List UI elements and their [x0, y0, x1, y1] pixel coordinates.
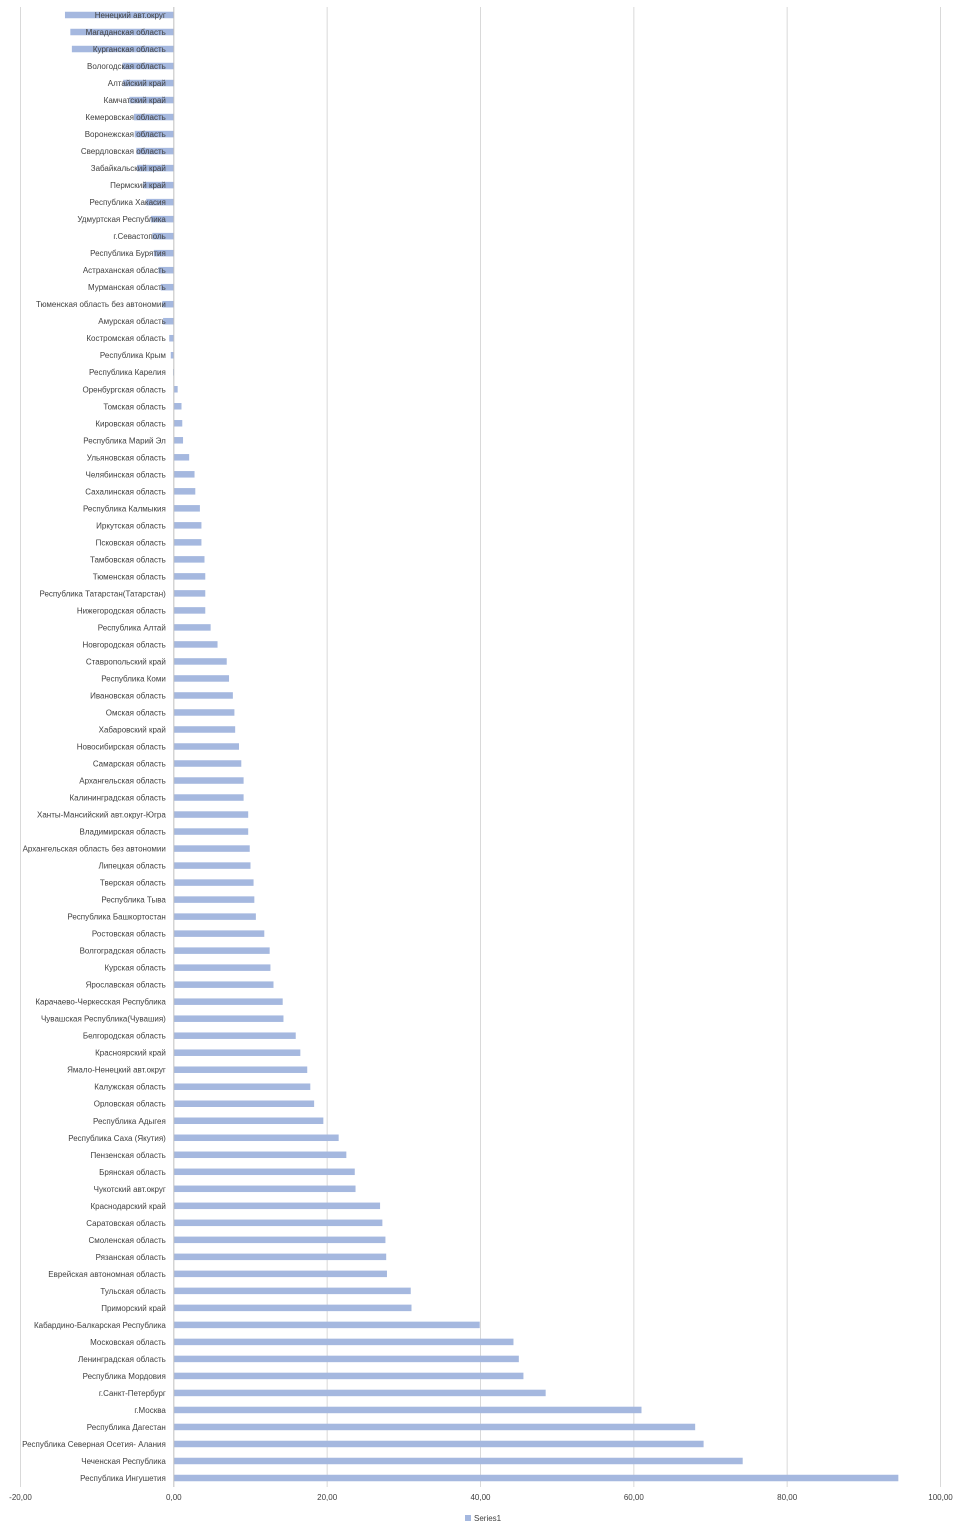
bar — [174, 1135, 339, 1142]
bar — [174, 981, 274, 988]
category-label: г.Севастополь — [113, 232, 166, 242]
category-label: Тверская область — [99, 878, 166, 888]
bar — [174, 811, 248, 818]
bar — [174, 1169, 355, 1176]
category-label: Республика Бурятия — [90, 249, 166, 259]
category-label: Республика Ингушетия — [80, 1474, 166, 1483]
bar — [174, 726, 235, 733]
category-label: Омская область — [105, 708, 166, 718]
bar — [174, 913, 256, 920]
category-label: Тамбовская область — [89, 555, 166, 565]
x-tick-label: 40,00 — [470, 1493, 491, 1502]
bar — [174, 760, 241, 767]
x-tick-label: 100,00 — [928, 1493, 953, 1502]
category-label: Забайкальский край — [90, 164, 166, 174]
category-label: Курганская область — [92, 45, 166, 55]
category-labels — [22, 11, 166, 1483]
category-label: Республика Калмыкия — [82, 504, 166, 514]
bar — [174, 1032, 296, 1039]
bar — [174, 879, 254, 886]
bar — [174, 692, 233, 699]
category-label: Республика Башкортостан — [67, 912, 166, 922]
category-label: Ямало-Ненецкий авт.округ — [67, 1065, 166, 1075]
category-label: Ивановская область — [90, 691, 166, 701]
bar — [174, 1015, 284, 1022]
category-label: г.Санкт-Петербург — [98, 1388, 166, 1398]
x-tick-labels — [9, 1493, 953, 1502]
bar — [174, 522, 202, 529]
bar — [174, 964, 271, 971]
category-label: Чеченская Республика — [81, 1456, 166, 1466]
category-label: Воронежская область — [84, 130, 166, 140]
bar — [174, 488, 195, 495]
bar — [174, 1441, 704, 1448]
bar — [174, 641, 218, 648]
category-label: Республика Коми — [101, 674, 166, 684]
bar — [174, 862, 251, 869]
category-label: Пензенская область — [90, 1150, 166, 1160]
category-label: Тюменская область без автономии — [35, 300, 166, 310]
legend-label: Series1 — [474, 1514, 502, 1523]
category-label: Тульская область — [100, 1286, 166, 1296]
bar — [174, 556, 205, 563]
bar — [174, 1203, 380, 1210]
category-label: Еврейская автономная область — [48, 1269, 166, 1279]
bar — [174, 1220, 383, 1227]
bar — [174, 454, 189, 461]
category-label: Ханты-Мансийский авт.округ-Югра — [37, 810, 166, 820]
category-label: Красноярский край — [95, 1048, 166, 1058]
category-label: Ярославская область — [85, 980, 166, 990]
category-label: Приморский край — [101, 1303, 166, 1313]
category-label: Московская область — [90, 1337, 166, 1347]
category-label: Нижегородская область — [76, 606, 166, 616]
category-label: Ставропольский край — [85, 657, 166, 667]
bar — [174, 1373, 524, 1380]
category-label: Республика Мордовия — [82, 1371, 166, 1381]
legend — [465, 1514, 502, 1523]
bar — [174, 1288, 411, 1295]
bar — [174, 1237, 386, 1244]
category-label: Республика Хакасия — [89, 198, 166, 208]
category-label: Оренбургская область — [82, 385, 166, 395]
category-label: Чукотский авт.округ — [93, 1184, 166, 1194]
category-label: Кабардино-Балкарская Республика — [33, 1320, 166, 1330]
category-label: Псковская область — [95, 538, 166, 548]
bar — [174, 1254, 386, 1261]
bar — [174, 845, 250, 852]
legend-swatch — [465, 1515, 471, 1521]
category-label: Астраханская область — [82, 266, 166, 276]
category-label: Краснодарский край — [90, 1201, 166, 1211]
category-label: Ленинградская область — [78, 1354, 166, 1364]
category-label: Ульяновская область — [86, 453, 166, 463]
bar — [174, 1271, 387, 1278]
bar — [174, 947, 270, 954]
bar — [174, 471, 195, 478]
bar — [174, 1118, 323, 1125]
category-label: Самарская область — [92, 759, 166, 769]
category-label: Магаданская область — [85, 28, 166, 38]
bar — [174, 1322, 480, 1329]
bar — [174, 675, 229, 682]
category-label: Рязанская область — [95, 1252, 166, 1262]
bar — [169, 335, 174, 342]
bar — [174, 743, 239, 750]
category-label: Пермский край — [110, 181, 166, 191]
bar — [174, 1152, 346, 1159]
category-label: Костромская область — [86, 334, 166, 344]
bar — [174, 590, 205, 597]
bar — [174, 420, 182, 427]
category-label: Республика Крым — [99, 351, 166, 361]
category-label: Калужская область — [94, 1082, 166, 1092]
category-label: Вологодская область — [87, 62, 166, 72]
bar — [174, 403, 182, 410]
category-label: Тюменская область — [92, 572, 166, 582]
bar — [174, 1475, 899, 1482]
category-label: Республика Алтай — [97, 623, 166, 633]
category-label: Республика Марий Эл — [83, 436, 166, 446]
category-label: Иркутская область — [96, 521, 166, 531]
category-label: Карачаево-Черкесская Республика — [35, 997, 166, 1007]
bar — [174, 573, 205, 580]
bar — [174, 1458, 743, 1465]
bar — [174, 437, 183, 444]
bar — [174, 624, 211, 631]
bar — [174, 505, 200, 512]
category-label: Республика Татарстан(Татарстан) — [39, 589, 166, 599]
category-label: Хабаровский край — [98, 725, 166, 735]
category-label: Орловская область — [93, 1099, 166, 1109]
bar — [174, 539, 202, 546]
x-tick-label: 0,00 — [166, 1493, 182, 1502]
category-label: Новосибирская область — [76, 742, 166, 752]
category-label: Владимирская область — [79, 827, 166, 837]
category-label: Республика Карелия — [89, 368, 166, 378]
bar — [174, 1100, 314, 1107]
bar — [174, 658, 227, 665]
x-tick-label: 80,00 — [777, 1493, 798, 1502]
category-label: Томская область — [103, 402, 166, 412]
bar — [174, 1049, 300, 1056]
category-label: Новгородская область — [82, 640, 166, 650]
category-label: Кемеровская область — [85, 113, 166, 123]
x-tick-label: -20,00 — [9, 1493, 32, 1502]
category-label: Челябинская область — [85, 470, 166, 480]
category-label: Свердловская область — [80, 147, 166, 157]
category-label: Амурская область — [98, 317, 166, 327]
bar — [174, 1407, 642, 1414]
category-label: Чувашская Республика(Чувашия) — [40, 1014, 166, 1024]
x-tick-label: 20,00 — [317, 1493, 338, 1502]
bar — [174, 1424, 695, 1431]
bars — [65, 12, 898, 1482]
category-label: Алтайский край — [107, 79, 166, 89]
bar — [174, 777, 244, 784]
bar — [174, 998, 283, 1005]
bar — [174, 386, 178, 393]
category-label: Кировская область — [95, 419, 166, 429]
category-label: Калининградская область — [69, 793, 166, 803]
category-label: Курская область — [104, 963, 166, 973]
bar — [174, 1356, 519, 1363]
bar — [174, 1083, 310, 1090]
category-label: Саратовская область — [86, 1218, 166, 1228]
bar — [174, 794, 244, 801]
category-label: Республика Саха (Якутия) — [68, 1133, 166, 1143]
bar — [174, 930, 264, 937]
category-label: Камчатский край — [103, 96, 166, 106]
bar — [174, 828, 248, 835]
category-label: Республика Тыва — [101, 895, 166, 905]
category-label: Республика Дагестан — [86, 1422, 166, 1432]
category-label: Смоленская область — [88, 1235, 166, 1245]
bar — [174, 1186, 356, 1193]
bar — [174, 1066, 307, 1073]
bar — [174, 709, 235, 716]
bar — [174, 1305, 412, 1312]
category-label: Ростовская область — [91, 929, 166, 939]
category-label: Белгородская область — [82, 1031, 166, 1041]
bar — [174, 607, 205, 614]
category-label: Удмуртская Республика — [77, 215, 166, 225]
bar — [174, 1339, 514, 1346]
x-tick-label: 60,00 — [623, 1493, 644, 1502]
category-label: Архангельская область — [79, 776, 166, 786]
category-label: Республика Северная Осетия- Алания — [22, 1439, 166, 1449]
category-label: Республика Адыгея — [92, 1116, 166, 1126]
category-label: Архангельская область без автономии — [22, 844, 166, 854]
category-label: Ненецкий авт.округ — [94, 11, 166, 20]
category-label: Брянская область — [99, 1167, 166, 1177]
category-label: Волгоградская область — [79, 946, 166, 956]
category-label: г.Москва — [134, 1405, 166, 1415]
category-label: Липецкая область — [98, 861, 166, 871]
bar — [174, 1390, 546, 1397]
category-label: Мурманская область — [88, 283, 166, 293]
bar — [174, 896, 255, 903]
category-label: Сахалинская область — [85, 487, 166, 497]
